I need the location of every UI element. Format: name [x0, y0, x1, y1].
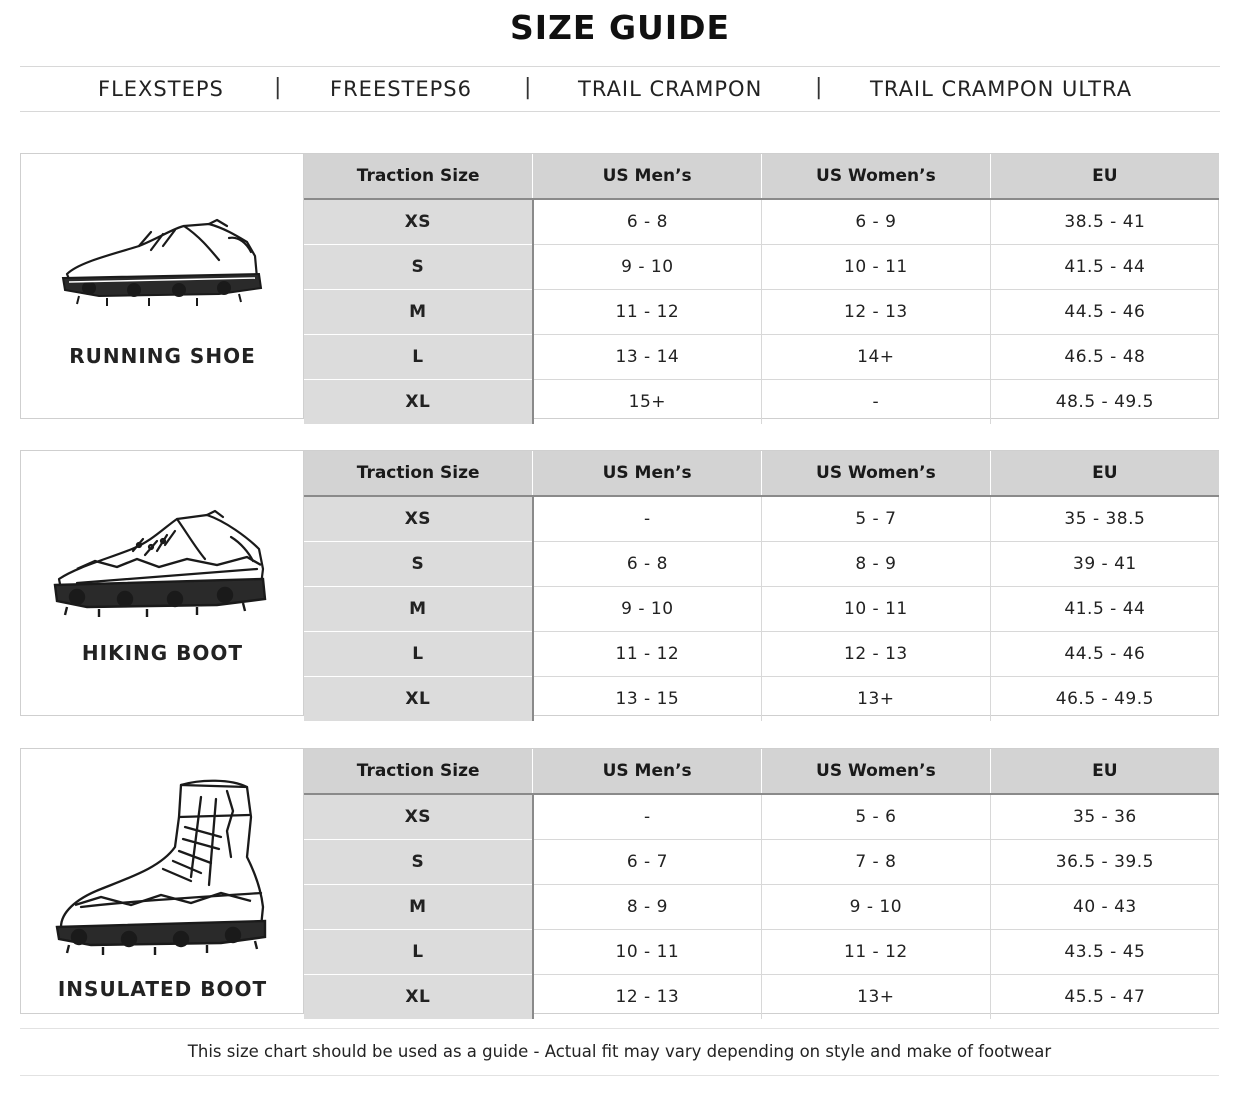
traction-size-cell: XS [304, 794, 533, 840]
header-eu: EU [990, 451, 1219, 496]
traction-size-cell: XL [304, 380, 533, 425]
eu-cell: 38.5 - 41 [990, 199, 1219, 245]
nav-separator: | [274, 75, 282, 100]
us-womens-cell: 5 - 7 [762, 496, 991, 542]
header-us-mens: US Men’s [533, 749, 762, 794]
us-mens-cell: 10 - 11 [533, 930, 762, 975]
traction-size-cell: L [304, 930, 533, 975]
us-mens-cell: 6 - 8 [533, 199, 762, 245]
traction-size-cell: S [304, 245, 533, 290]
table-row [304, 587, 1219, 632]
eu-cell: 45.5 - 47 [990, 975, 1219, 1020]
us-mens-cell: - [533, 794, 762, 840]
table-row [304, 199, 1219, 245]
us-womens-cell: 10 - 11 [762, 245, 991, 290]
eu-cell: 35 - 38.5 [990, 496, 1219, 542]
size-section-insulated-boot [20, 748, 1219, 1014]
table-row [304, 335, 1219, 380]
table-row [304, 542, 1219, 587]
header-us-mens: US Men’s [533, 451, 762, 496]
us-mens-cell: 11 - 12 [533, 290, 762, 335]
eu-cell: 41.5 - 44 [990, 245, 1219, 290]
nav-item-trail-crampon[interactable]: TRAIL CRAMPON [578, 77, 763, 101]
header-traction-size: Traction Size [304, 451, 533, 496]
us-mens-cell: 15+ [533, 380, 762, 425]
us-womens-cell: - [762, 380, 991, 425]
us-womens-cell: 11 - 12 [762, 930, 991, 975]
us-womens-cell: 6 - 9 [762, 199, 991, 245]
product-nav [20, 66, 1220, 112]
us-womens-cell: 12 - 13 [762, 632, 991, 677]
size-section-running-shoe [20, 153, 1219, 419]
us-mens-cell: 13 - 14 [533, 335, 762, 380]
running-shoe-icon [59, 216, 264, 311]
footwear-panel [21, 154, 304, 418]
us-mens-cell: 8 - 9 [533, 885, 762, 930]
footwear-panel [21, 451, 304, 715]
traction-size-cell: M [304, 587, 533, 632]
hiking-boot-icon [47, 509, 272, 621]
traction-size-cell: L [304, 632, 533, 677]
traction-size-cell: L [304, 335, 533, 380]
eu-cell: 46.5 - 49.5 [990, 677, 1219, 722]
size-table [304, 154, 1219, 424]
us-mens-cell: 13 - 15 [533, 677, 762, 722]
us-mens-cell: - [533, 496, 762, 542]
table-row [304, 885, 1219, 930]
eu-cell: 44.5 - 46 [990, 632, 1219, 677]
us-mens-cell: 11 - 12 [533, 632, 762, 677]
header-us-womens: US Women’s [762, 451, 991, 496]
table-header-row [304, 154, 1219, 199]
us-womens-cell: 13+ [762, 677, 991, 722]
eu-cell: 41.5 - 44 [990, 587, 1219, 632]
eu-cell: 36.5 - 39.5 [990, 840, 1219, 885]
traction-size-cell: M [304, 290, 533, 335]
table-row [304, 290, 1219, 335]
us-womens-cell: 8 - 9 [762, 542, 991, 587]
header-us-mens: US Men’s [533, 154, 762, 199]
us-womens-cell: 10 - 11 [762, 587, 991, 632]
table-header-row [304, 451, 1219, 496]
footwear-label: INSULATED BOOT [57, 977, 268, 1001]
header-traction-size: Traction Size [304, 749, 533, 794]
eu-cell: 43.5 - 45 [990, 930, 1219, 975]
us-womens-cell: 9 - 10 [762, 885, 991, 930]
eu-cell: 39 - 41 [990, 542, 1219, 587]
us-mens-cell: 6 - 7 [533, 840, 762, 885]
traction-size-cell: XS [304, 199, 533, 245]
traction-size-cell: XL [304, 677, 533, 722]
footer-disclaimer: This size chart should be used as a guide - Actual fit may vary depending on style and make of footwear [20, 1028, 1219, 1076]
insulated-boot-icon [51, 777, 281, 957]
us-womens-cell: 7 - 8 [762, 840, 991, 885]
eu-cell: 40 - 43 [990, 885, 1219, 930]
header-eu: EU [990, 749, 1219, 794]
traction-size-cell: XS [304, 496, 533, 542]
table-row [304, 380, 1219, 425]
nav-item-trail-crampon-ultra[interactable]: TRAIL CRAMPON ULTRA [870, 77, 1133, 101]
us-mens-cell: 9 - 10 [533, 245, 762, 290]
footwear-label: RUNNING SHOE [69, 344, 256, 368]
size-table [304, 749, 1219, 1019]
eu-cell: 35 - 36 [990, 794, 1219, 840]
us-womens-cell: 14+ [762, 335, 991, 380]
table-row [304, 632, 1219, 677]
traction-size-cell: XL [304, 975, 533, 1020]
table-row [304, 975, 1219, 1020]
size-section-hiking-boot [20, 450, 1219, 716]
traction-size-cell: S [304, 542, 533, 587]
table-row [304, 677, 1219, 722]
table-header-row [304, 749, 1219, 794]
eu-cell: 44.5 - 46 [990, 290, 1219, 335]
header-eu: EU [990, 154, 1219, 199]
size-table [304, 451, 1219, 721]
nav-separator: | [815, 75, 823, 100]
nav-item-freesteps6[interactable]: FREESTEPS6 [330, 77, 472, 101]
us-mens-cell: 6 - 8 [533, 542, 762, 587]
table-row [304, 245, 1219, 290]
footwear-label: HIKING BOOT [81, 641, 244, 665]
footwear-panel [21, 749, 304, 1013]
table-row [304, 794, 1219, 840]
traction-size-cell: M [304, 885, 533, 930]
us-mens-cell: 9 - 10 [533, 587, 762, 632]
table-row [304, 930, 1219, 975]
header-us-womens: US Women’s [762, 154, 991, 199]
nav-separator: | [524, 75, 532, 100]
page-title: SIZE GUIDE [509, 8, 731, 47]
us-mens-cell: 12 - 13 [533, 975, 762, 1020]
us-womens-cell: 13+ [762, 975, 991, 1020]
traction-size-cell: S [304, 840, 533, 885]
header-traction-size: Traction Size [304, 154, 533, 199]
nav-item-flexsteps[interactable]: FLEXSTEPS [98, 77, 224, 101]
header-us-womens: US Women’s [762, 749, 991, 794]
table-row [304, 496, 1219, 542]
us-womens-cell: 5 - 6 [762, 794, 991, 840]
us-womens-cell: 12 - 13 [762, 290, 991, 335]
eu-cell: 48.5 - 49.5 [990, 380, 1219, 425]
table-row [304, 840, 1219, 885]
eu-cell: 46.5 - 48 [990, 335, 1219, 380]
